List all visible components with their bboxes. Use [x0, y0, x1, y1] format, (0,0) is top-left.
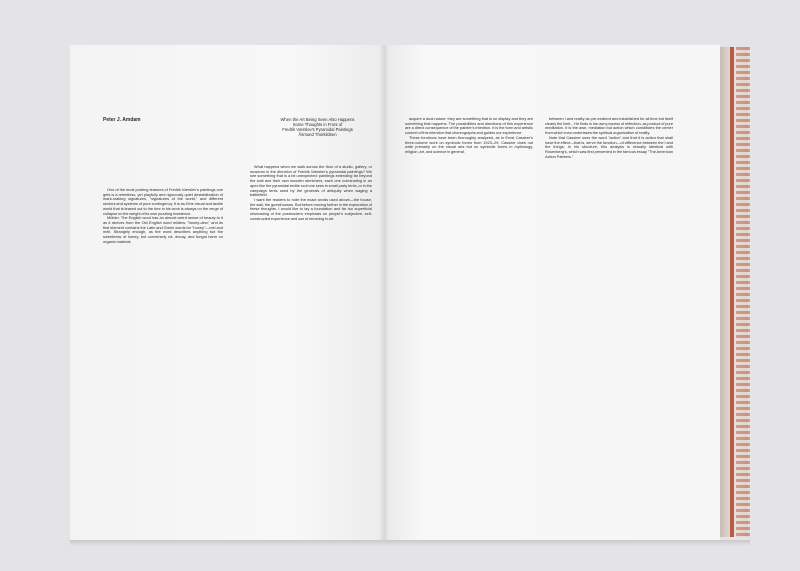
- author-name: Peter J. Amdam: [103, 117, 141, 123]
- text-column-4: [545, 117, 673, 159]
- cover-edge: [730, 47, 734, 537]
- paragraph: I want the readers to note the exact words used above—the house, the wall, the guesthouses. But before moving further in the exploration of these thoughts, I would like to lay a foundation and far too superficial misreading of the postmodern emphasis on people's subjective, self-constructed experience and use of meaning in art.: [250, 196, 372, 221]
- paragraph: between I and reality as pre-existent and established for all time but itself clearly the limit... He finds in his own process of reflection, as product of pure meditation. It is the awe, mediation but action which constitutes the center from which man undertakes the spiritual organization of reality.: [545, 116, 673, 136]
- left-page: [70, 45, 384, 540]
- paragraph: One of the most probing features of Fredrik Værslev's paintings one gets is a relentless, yet playfully and rigorously quiet destabilization of mark-making signatures, "signatures of the world," and different sectors and systems of pure contingency. It is as if the visual and tactile world that is teased out to the fore in his work is always on the verge of collapse on the weight of its own puzzling insistence.: [103, 187, 223, 216]
- book-spread: [70, 45, 720, 540]
- paragraph: These functions have been thoroughly analyzed, as in Ernst Cassirer's three-volume work on symbolic forms from 1923–29. Cassirer does not write primarily on the visual arts but on symbolic forms in mythology, religion, art, and science in general.: [405, 134, 533, 154]
- paragraph: Möbler. The English word has an almost weird sense of beauty to it as it derives from the Old English word mildew, "honey-dew," and its first element contains the Latin and Greek words for "honey"—mel and meli. Strangely enough, as the word describes anything but the sweetness of honey, but conversely rot, decay, and fungal harm on organic material.: [103, 215, 223, 244]
- title-line: Some Thoughts in Front of: [292, 122, 343, 127]
- text-column-3: [405, 117, 533, 155]
- essay-title: [260, 117, 375, 137]
- right-page: [384, 45, 720, 540]
- paragraph: What happens when we walk across the floor of a studio, gallery, or museum in the direction of Fredrik Værslev's pyramidal paintings? We see something that is a bit unexpected: paintings extending far beyond the wall and their own wooden stretchers, each one culminating in an apex like the pyramidal textile roof one sees in small party tents, or in the campaign tents used by the generals of antiquity when waging a battlefield.: [250, 164, 372, 198]
- book-gutter: [379, 45, 389, 540]
- cover-pattern: [736, 47, 750, 537]
- paragraph: Note that Cassirer uses the word "action" and that it is action that shall have the effect—that is, serve the function—of difference between the I and the things. In his structure, this analysis is virtually identical with Rosenberg's, which was first presented in the famous essay "The American Action Painters.": [545, 134, 673, 159]
- paragraph: acquire a dual nature: they are something that is on display and they are something that happens. The possibilities and directions of this experience are a direct consequence of the painter's intention. It is the form and artistic context of this intention that choreographs and guides our experience.: [405, 116, 533, 136]
- essay-author: Åsmund Thorkildsen: [298, 132, 337, 137]
- title-line: When the Art Being Seen Also Happens: [280, 117, 355, 122]
- text-column-1: [103, 188, 223, 244]
- title-line: Fredrik Værslev's Pyramidal Paintings: [282, 127, 353, 132]
- text-column-2: [250, 165, 372, 221]
- book-shadow: [70, 540, 750, 546]
